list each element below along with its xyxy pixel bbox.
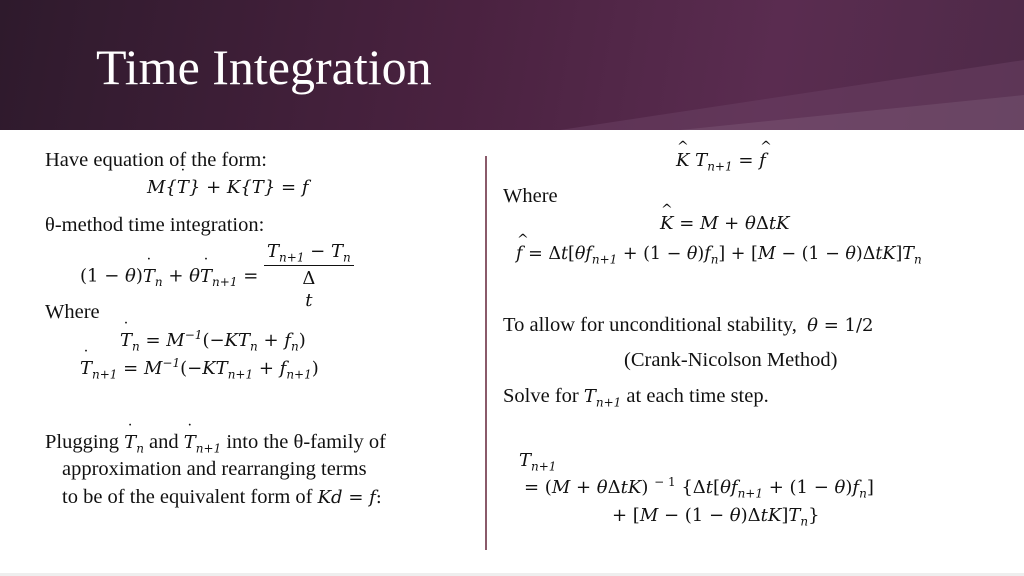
solve-for-text: Solve for: [503, 385, 579, 407]
stability-text: To allow for unconditional stability,: [503, 314, 797, 336]
where-label-right: Where: [503, 185, 558, 207]
tdot-n1-equation: T $˙_{n+1} = M^{-1}(-KT_{n+1} + f_{n+1})$: [80, 358, 319, 380]
where-label-left: Where: [45, 301, 100, 323]
fhat-definition: f ^ = $\Delta t[\theta f_{n+1} + (1 - \theta)f_n] + [M - (1 - \theta)\Delta tK]T_n$: [516, 243, 922, 265]
intro-text: Have equation of the form:: [45, 149, 268, 171]
tdot-n-equation: T $˙_n = M^{-1}(-KT_n + f_n)$: [120, 330, 306, 352]
plugging-tail: into the θ-family of: [226, 431, 386, 453]
t-n1-solution-line1: = (M + θΔtK) $^{- 1}$ {$\Delta t[\theta f_{n+1} + (1 - \theta)f_n]$: [524, 475, 874, 501]
tdot-n1-inline: T $˙_{n+1}$: [184, 432, 221, 453]
theta-method-equation: (1 − θ)T $˙_n + \theta T$ $˙_{n+1}$ = $T_{n+1} - T_n$ Δ t: [80, 241, 354, 312]
plugging-line-1: [45, 430, 386, 454]
plugging-line-3-text: to be of the equivalent form of: [62, 486, 313, 508]
t-n1-lhs: $T_{n+1}$: [519, 450, 557, 474]
plugging-line-3: [62, 485, 382, 509]
stability-line: [503, 313, 873, 337]
theta-half: θ = 1/2: [807, 315, 874, 336]
t-n1-inline: $T_{n+1}$: [583, 386, 622, 410]
khat-equation: K ^ $T_{n+1} = f$ ^: [676, 150, 766, 172]
tdot-n-inline: T $˙_n$: [124, 432, 144, 453]
plugging-word: Plugging: [45, 431, 120, 453]
solve-line: [503, 384, 769, 408]
column-divider: [485, 156, 487, 550]
kd-equals-f: Kd = f:: [317, 487, 382, 508]
crank-nicolson-label: (Crank-Nicolson Method): [624, 349, 838, 371]
theta-method-label: θ-method time integration:: [45, 214, 265, 236]
and-word: and: [149, 431, 179, 453]
t-n1-solution-line2: + $[M - (1 - \theta)\Delta tK]T_n$}: [612, 505, 820, 529]
equation-form: M{T ˙} + K{T} = f: [147, 177, 308, 199]
khat-definition: K ^ = M + θΔtK: [660, 213, 790, 235]
plugging-line-2: approximation and rearranging terms: [62, 458, 367, 480]
slide-title: Time Integration: [96, 39, 432, 95]
solve-tail: at each time step.: [626, 385, 769, 407]
